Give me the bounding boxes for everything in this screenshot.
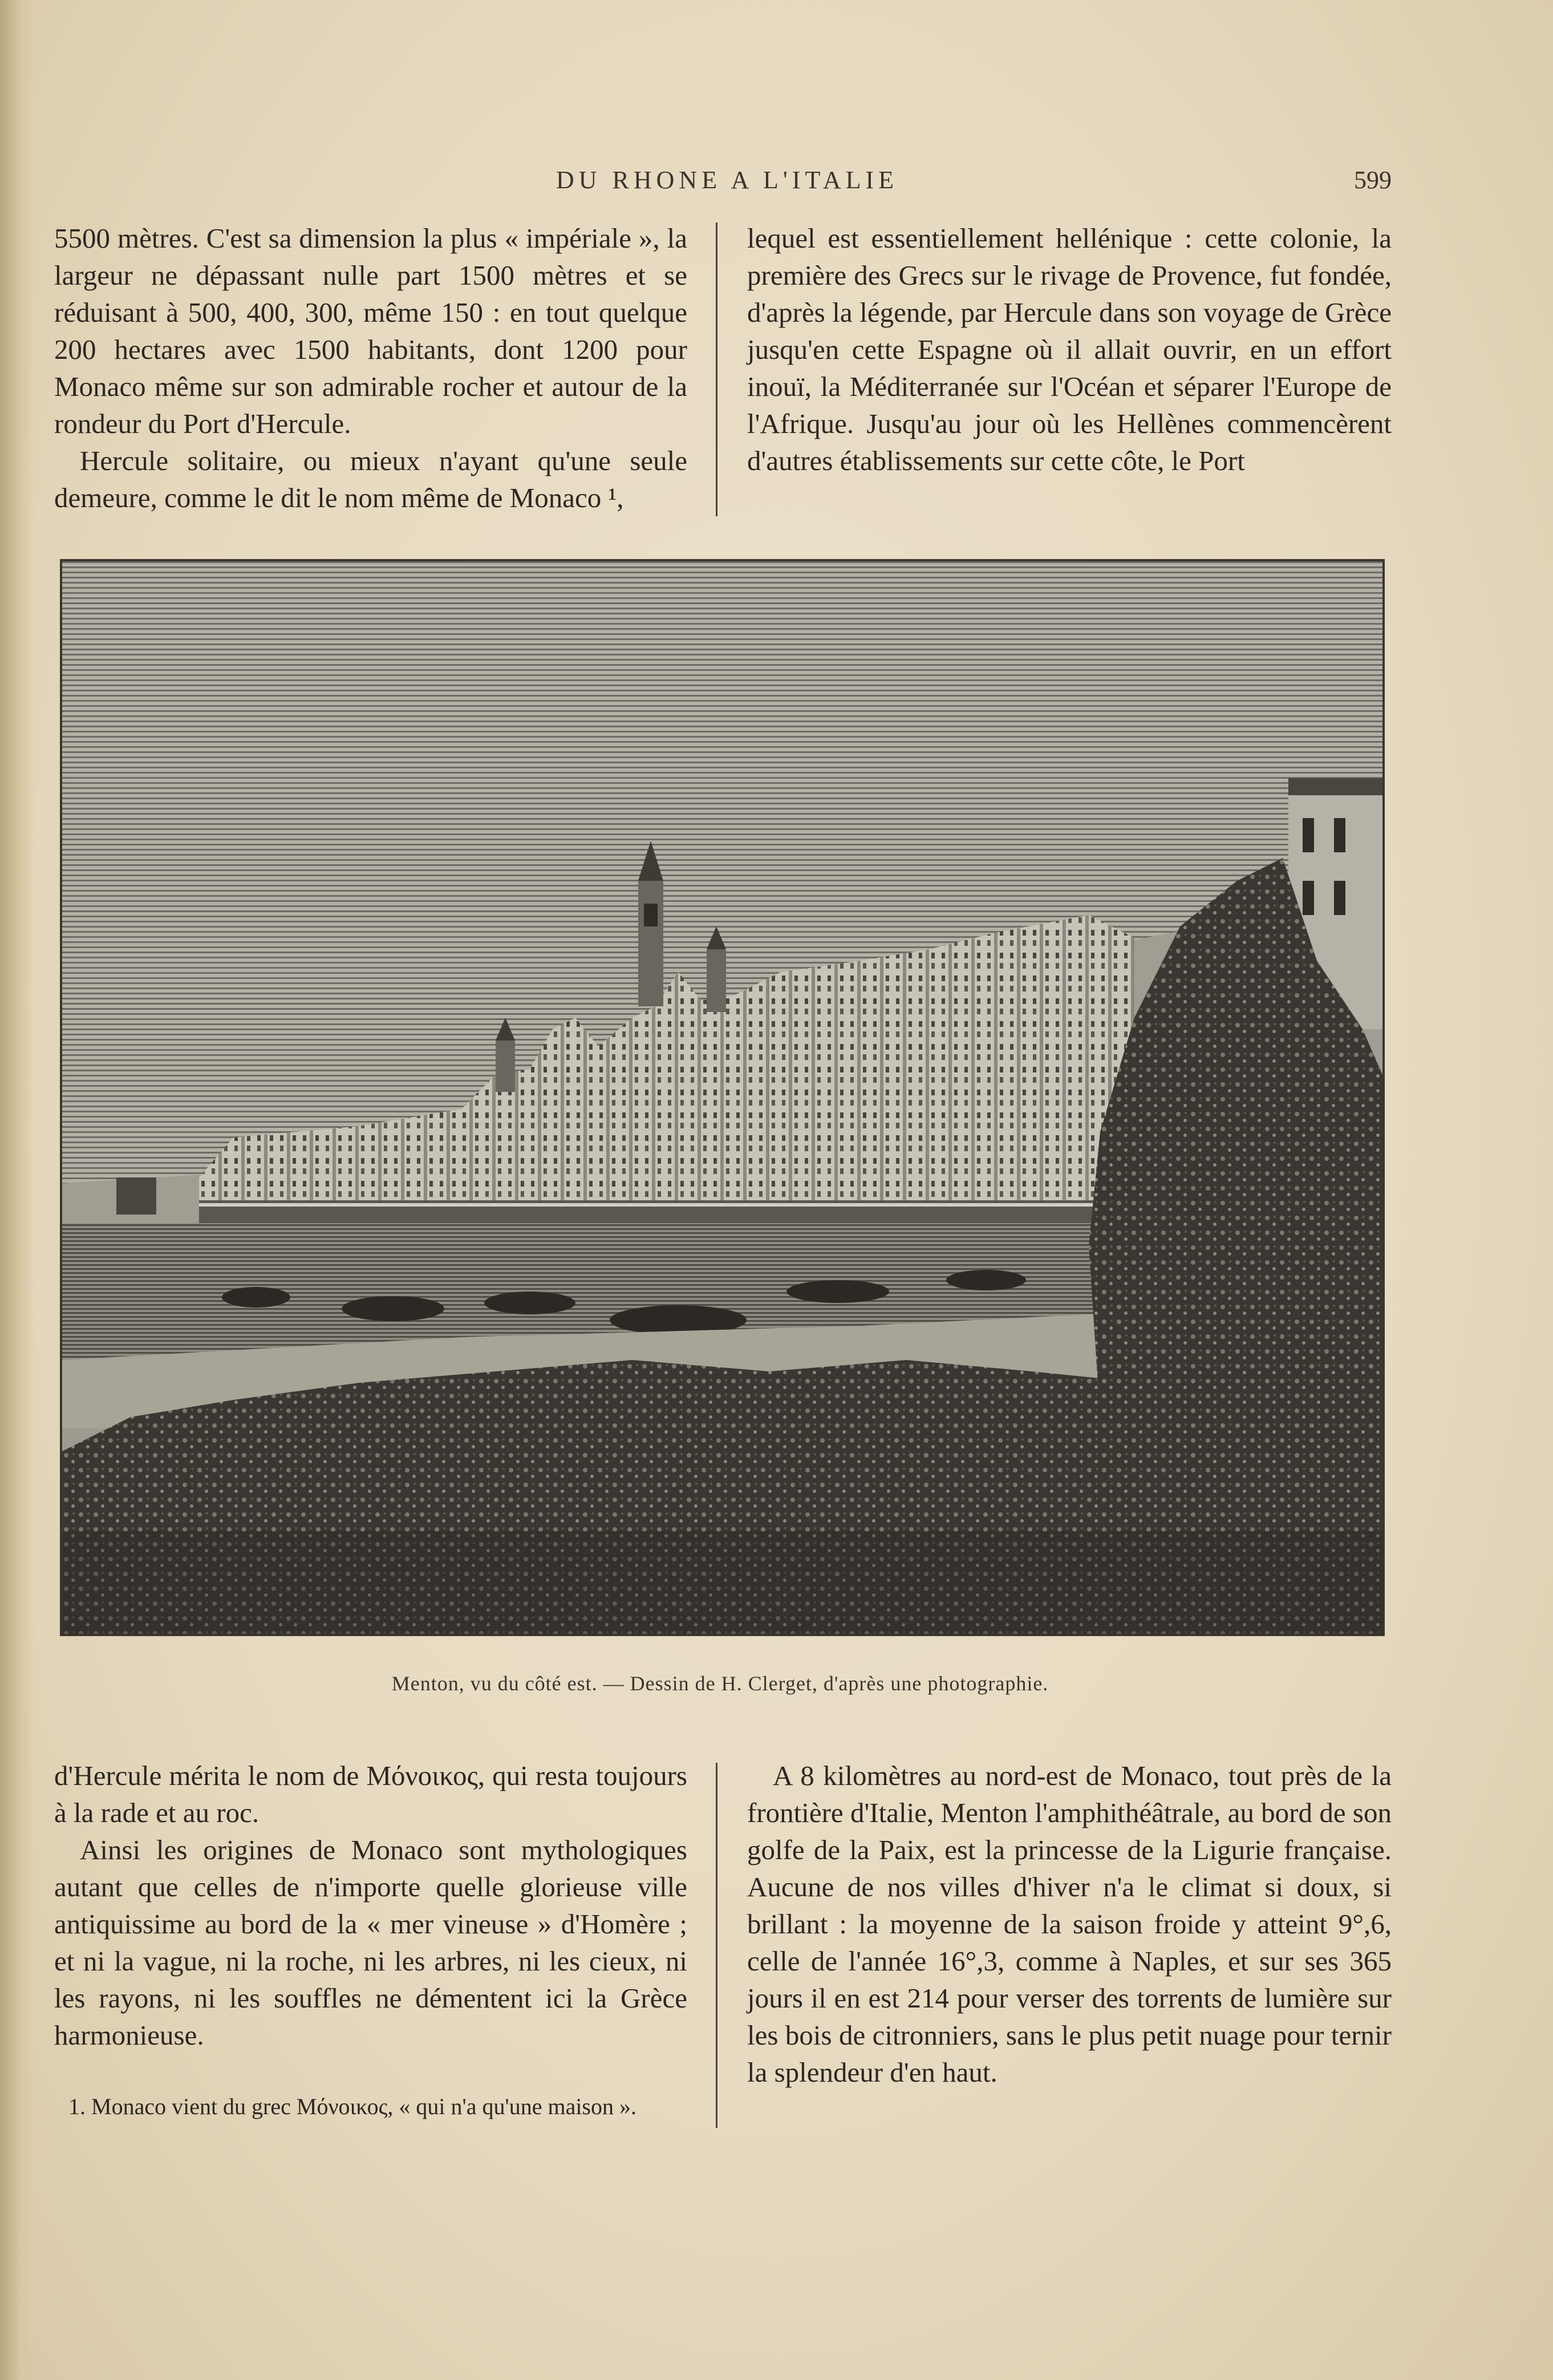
engraving-menton — [60, 559, 1385, 1636]
column-rule — [716, 222, 717, 516]
running-title: DU RHONE A L'ITALIE — [555, 166, 898, 194]
illustration-caption: Menton, vu du côté est. — Dessin de H. Clerget, d'après une photographie. — [391, 1672, 1049, 1695]
bottom-right-column — [747, 1757, 1392, 2091]
page-edge-shadow — [0, 0, 34, 2380]
paragraph: 5500 mètres. C'est sa dimension la plus « impériale », la largeur ne dépassant nulle part 1500 mètres et se réduisant à 500, 400, 300, même 150 : en tout quelque 200 hectares avec 1500 habitants, dont 1200 pour Monaco même sur son admirable rocher et autour de la rondeur du Port d'Hercule. — [54, 222, 687, 439]
running-head — [63, 165, 1392, 200]
page-number: 599 — [1354, 166, 1392, 194]
top-left-column — [54, 220, 687, 516]
paragraph: A 8 kilomètres au nord-est de Monaco, tout près de la frontière d'Italie, Menton l'amphithéâtrale, au bord de son golfe de la Paix, est la princesse de la Ligurie française. Aucune de nos villes d'hiver n'a le climat si doux, si brillant : la moyenne de la saison froide y atteint 9°,6, celle de l'année 16°,3, comme à Naples, et sur ses 365 jours il en est 214 pour verser des torrents de lumière sur les bois de citronniers, sans le plus petit nuage pour ternir la splendeur d'en haut. — [747, 1760, 1392, 2088]
paragraph: Hercule solitaire, ou mieux n'ayant qu'une seule demeure, comme le dit le nom même de Monaco ¹, — [54, 445, 687, 513]
footnote: 1. Monaco vient du grec Μόνοικος, « qui n'a qu'une maison ». — [68, 2094, 636, 2119]
top-right-column — [747, 220, 1392, 479]
paragraph: Ainsi les origines de Monaco sont mythologiques autant que celles de n'importe quelle glorieuse ville antiquissime au bord de la « mer vineuse » d'Homère ; et ni la vague, ni la roche, ni les arbres, ni les cieux, ni les rayons, ni les souffles ne démentent ici la Grèce harmonieuse. — [54, 1834, 687, 2051]
bottom-left-column — [54, 1757, 687, 2054]
column-rule — [716, 1763, 717, 2128]
paragraph: lequel est essentiellement hellénique : cette colonie, la première des Grecs sur le rivage de Provence, fut fondée, d'après la légende, par Hercule dans son voyage de Grèce jusqu'en cette Espagne où il allait ouvrir, en un effort inouï, la Méditerranée sur l'Océan et séparer l'Europe de l'Afrique. Jusqu'au jour où les Hellènes commencèrent d'autres établissements sur cette côte, le Port — [747, 222, 1392, 476]
paragraph: d'Hercule mérita le nom de Μόνοικος, qui resta toujours à la rade et au roc. — [54, 1760, 687, 1828]
